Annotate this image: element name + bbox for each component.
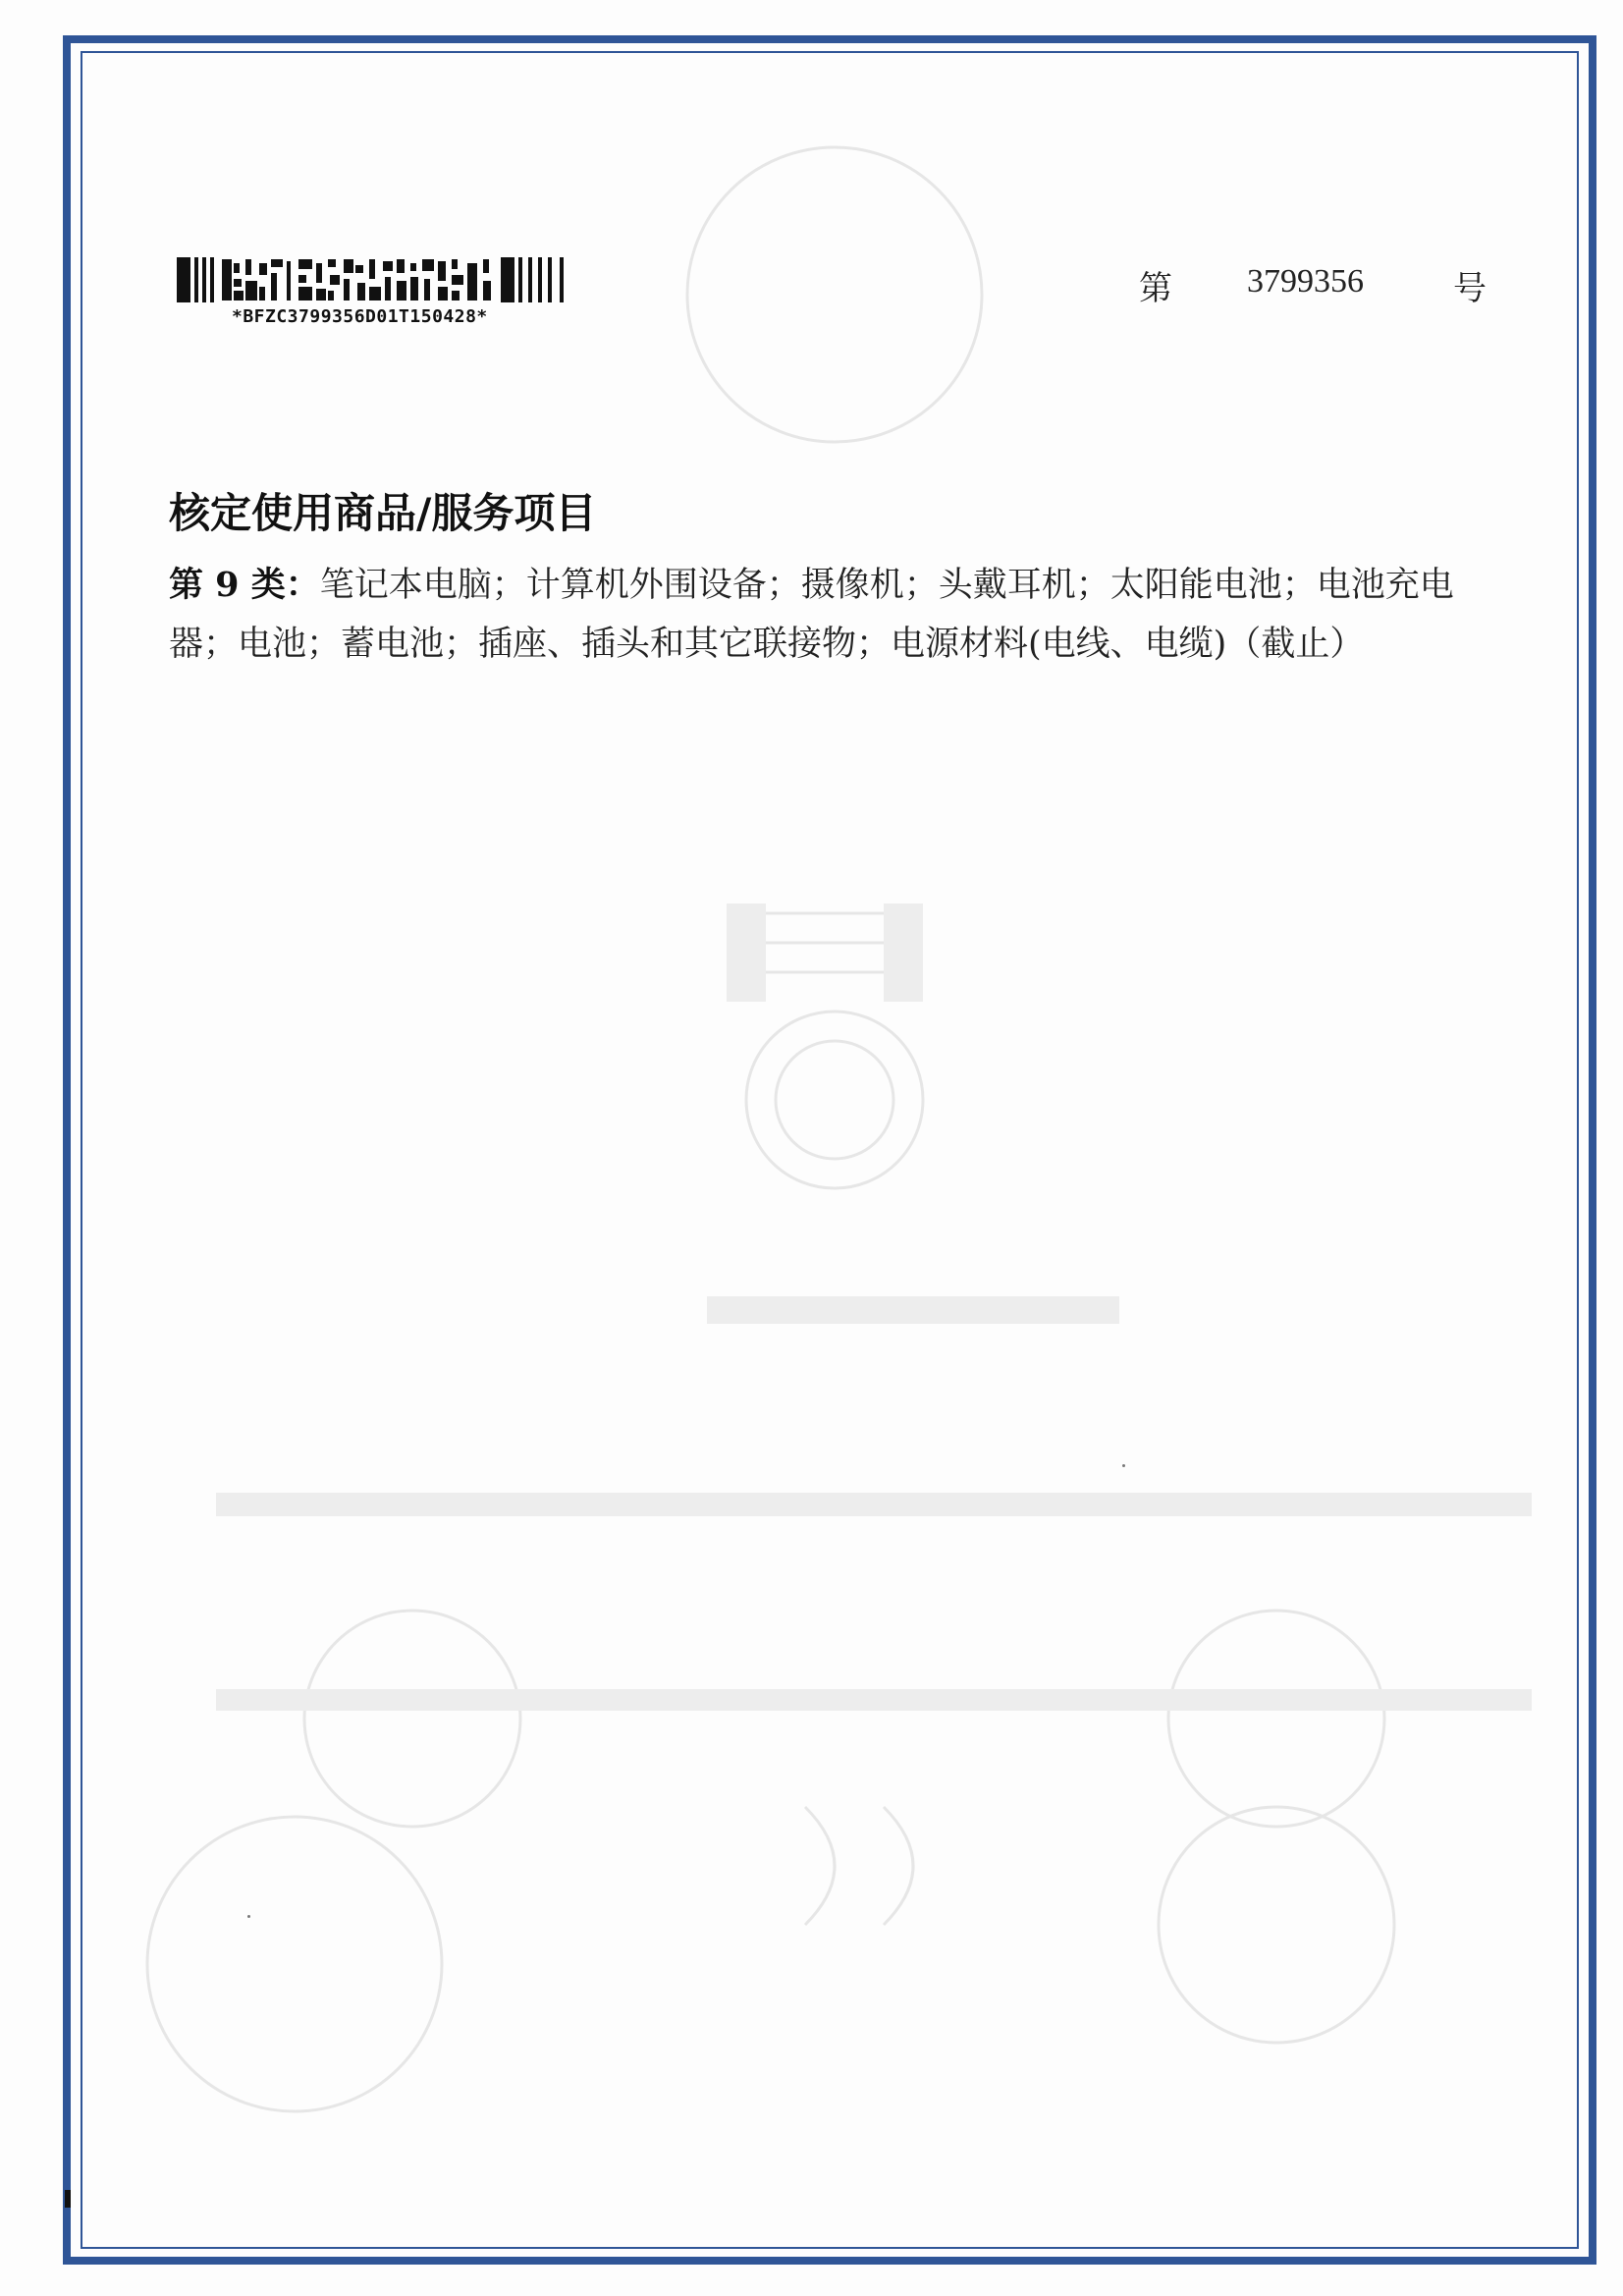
registration-number [1139,261,1492,310]
scan-dot [1122,1464,1125,1467]
scan-mark [65,2190,71,2208]
goods-class-label: 第 9 类： [169,565,320,605]
section-title: 核定使用商品/服务项目 [169,489,597,537]
registration-suffix: 号 [1453,269,1487,308]
barcode [177,257,569,336]
goods-list [169,556,1504,674]
barcode-graphic [177,257,568,302]
inner-border [81,51,1579,2249]
scan-dot [247,1915,250,1918]
goods-items: 笔记本电脑；计算机外围设备；摄像机；头戴耳机；太阳能电池；电池充电器；电池；蓄电池；插座、插头和其它联接物；电源材料(电线、电缆)（截止） [169,566,1454,664]
registration-number-value: 3799356 [1247,263,1364,300]
barcode-text: *BFZC3799356D01T150428* [232,306,488,327]
registration-prefix: 第 [1139,269,1172,308]
